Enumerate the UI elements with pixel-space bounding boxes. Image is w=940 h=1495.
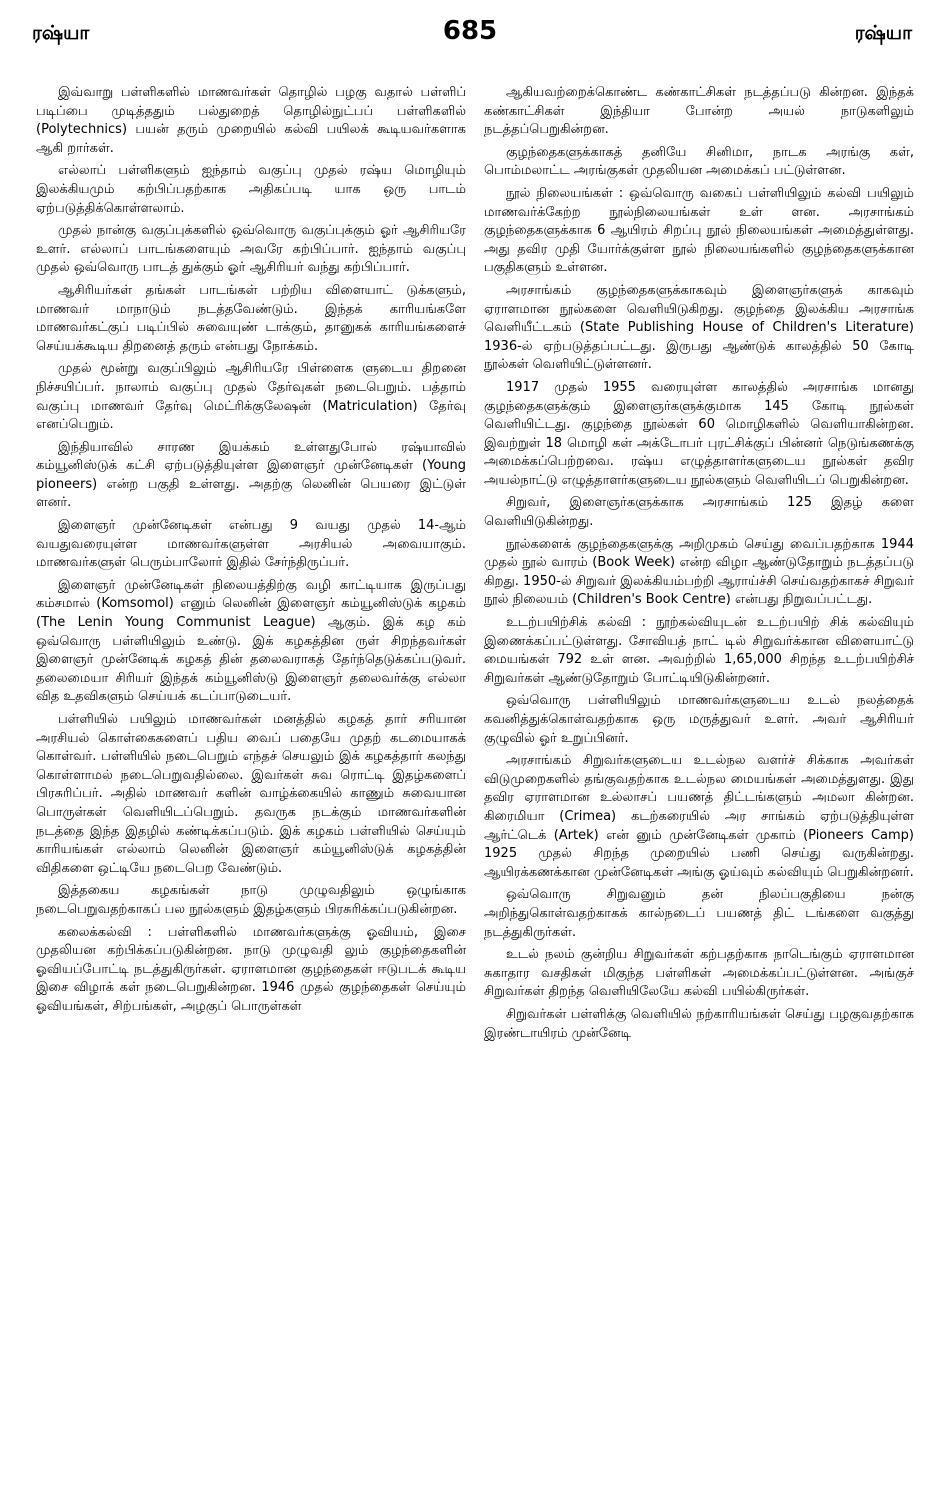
paragraph: குழந்தைகளுக்காகத் தனியே சினிமா, நாடக அரங்கு கள், பொம்மலாட்ட அரங்குகள் முதலியன அமைக்கப் பட்டுள்ளன. [484, 144, 914, 179]
paragraph: உடல் நலம் குன்றிய சிறுவர்கள் கற்பதற்காக நாடெங்கும் ஏராளமான சுகாதார வசதிகள் மிகுந்த பள்ளிகள் அமைக்கப்பட்டுள்ளன. அங்குச் சிறுவர்கள் திறந்த வெளியிலேயே கல்வி பயில்கிருர்கள். [484, 947, 914, 1000]
paragraph: முதல் மூன்று வகுப்பிலும் ஆசிரியரே பிள்ளைக ளுடைய திறனை நிச்சயிப்பர். நாலாம் வகுப்பு முதல் தேர்வுகள் நடைபெறும். பத்தாம் வகுப்பு மாணவர் தேர்வு மெட்ரிக்குலேஷன் (Matriculation) தேர்வு எனப்பெறும். [36, 361, 466, 433]
paragraph: உடற்பயிற்சிக் கல்வி : நூற்கல்வியுடன் உடற்பயிற் சிக் கல்வியும் இணைக்கப்பட்டுள்ளது. சோவியத் நாட் டில் சிறுவர்க்கான விளையாட்டு மையங்கள் 792 உள் ளன. அவற்றில் 1,65,000 சிறந்த உடற்பயிற்சிச் சிறுவர்கள் ஆண்டுதோறும் போட்டியிடுகின்றனர். [484, 615, 914, 686]
right-column [484, 84, 914, 1484]
paragraph: இளைஞர் முன்னேடிகள் என்பது 9 வயது முதல் 14-ஆம் வயதுவரையுள்ள மாணவர்களுள்ள அரசியல் அவையாகும். மாணவர்களுள் பெரும்பாலோர் இதில் சேர்ந்திருப்பர். [36, 518, 466, 571]
page-number: 685 [442, 16, 498, 46]
paragraph: இளைஞர் முன்னேடிகள் நிலையத்திற்கு வழி காட்டியாக இருப்பது கம்சமால் (Komsomol) எனும் லெனின் இளைஞர் கம்யூனிஸ்டுக் கழகம் (The Lenin Young Communist League) ஆகும். இக் கழ கம் ஒவ்வொரு பள்ளியிலும் உண்டு. இக் கழகத்தின ருள் சிறந்தவர்கள் இளைஞர் முன்னேடிக் கழகத் தின் தலைவராகத் தேர்ந்தெடுக்கப்படுவர். தலைமையா சிரியர் இந்தக் கம்யூனிஸ்டு இளைஞர் தலைவர்க்கு எல்லா வித உதவிகளும் செய்யக் கடப்பாடுடையர். [36, 577, 466, 705]
paragraph: இந்தியாவில் சாரண இயக்கம் உள்ளதுபோல் ரஷ்யாவில் கம்யூனிஸ்டுக் கட்சி ஏற்படுத்தியுள்ள இளைஞர் முன்னேடிகள் (Young pioneers) என்ற பகுதி உள்ளது. அதற்கு லெனின் பெயரை இட்டுள் ளனர். [36, 439, 466, 511]
paragraph: அரசாங்கம் குழந்தைகளுக்காகவும் இளைஞர்களுக் காகவும் ஏராளமான நூல்களை வெளியிடுகிறது. குழந்தை இலக்கிய அரசாங்க வெளியீட்டகம் (State Publishing House of Children's Literature) 1936-ல் ஏற்படுத்தப்பட்டது. இருபது ஆண்டுக் காலத்தில் 50 கோடி நூல்கள் வெளியிட்டுள்ளனர். [484, 282, 914, 373]
paragraph: முதல் நான்கு வகுப்புக்களில் ஒவ்வொரு வகுப்புக்கும் ஓர் ஆசிரியரே உளர். எல்லாப் பாடங்களையும் அவரே கற்பிப்பார். ஐந்தாம் வகுப்பு முதல் ஒவ்வொரு பாடத் துக்கும் ஓர் ஆசிரியர் வந்து கற்பிப்பார். [36, 223, 466, 276]
paragraph: ஆகியவற்றைக்கொண்ட கண்காட்சிகள் நடத்தப்படு கின்றன. இந்தக் கண்காட்சிகள் இந்தியா போன்ற அயல் நாடுகளிலும் நடத்தப்பெறுகின்றன. [484, 85, 914, 138]
running-head-left: ரஷ்யா [32, 22, 90, 44]
paragraph: சிறுவர், இளைஞர்களுக்காக அரசாங்கம் 125 இதழ் களை வெளியிடுகின்றது. [484, 495, 914, 530]
paragraph: அரசாங்கம் சிறுவர்களுடைய உடல்நல வளர்ச் சிக்காக அவர்கள் விடுமுறைகளில் தங்குவதற்காக உடல்நல மையங்கள் அமைத்துளது. இது தவிர ஏராளமான உல்லாசப் பயணத் திட்டங்களும் அமலா கின்றன. கிரைமியா (Crimea) கடற்கரையில் அர சாங்கம் ஏற்படுத்தியுள்ள ஆர்ட்டெக் (Artek) என் னும் முன்னேடிகள் முகாம் (Pioneers Camp) 1925 முதல் சிறந்த முறையில் பணி செய்து வருகின்றது. ஆயிரக்கணக்கான முன்னேடிகள் அங்கு ஓய்வும் கல்வியும் பெறுகின்றனர். [484, 753, 914, 880]
paragraph: ஒவ்வொரு பள்ளியிலும் மாணவர்களுடைய உடல் நலத்தைக் கவனித்துக்கொள்வதற்காக ஒரு மருத்துவர் உளர். அவர் ஆசிரியர் குழுவில் ஓர் உறுப்பினர். [484, 693, 914, 746]
paragraph: ஆசிரியர்கள் தங்கள் பாடங்கள் பற்றிய விளையாட் டுக்களும், மாணவர் மாநாடும் நடத்தவேண்டும். இந்தக் காரியங்களே மாணவர்கட்குப் படிப்பில் சுவையுண் டாக்கும், தானுகக் காரியங்களைச் செய்யக்கூடிய திறனைத் தரும் என்பது நோக்கம். [36, 282, 466, 354]
running-head-right: ரஷ்யா [854, 22, 912, 44]
paragraph: 1917 முதல் 1955 வரையுள்ள காலத்தில் அரசாங்க மானது குழந்தைகளுக்கும் இளைஞர்களுக்குமாக 145 கோடி நூல்கள் வெளியிட்டது. குழந்தை நூல்கள் 60 மொழிகளில் வெளியாகின்றன. இவற்றுள் 18 மொழி கள் அக்டோபர் புரட்சிக்குப் பின்னர் நெடுங்கணக்கு அமைக்கப்பெற்றவை. ரஷ்ய எழுத்தாளர்களுடைய நூல்கள் தவிர அயல்நாட்டு எழுத்தாளர்களுடைய நூல்களும் வெளியிடப் பெறுகின்றன. [484, 379, 914, 488]
paragraph: பள்ளியில் பயிலும் மாணவர்கள் மனத்தில் கழகத் தார் சரியான அரசியல் கொள்கைகளைப் பதிய வைப் பதையே முதற் கடமையாகக் கொள்வர். பள்ளியில் நடைபெறும் எந்தச் செயலும் இக் கழகத்தார் கலந்து கொள்ளாமல் நடைபெறுவதில்லை. இவர்கள் சுவ ரொட்டி இதழ்களைப் பிரசுரிப்பர். அதில் மாணவர் களின் வாழ்க்கையில் காணும் சுவையான பொருள்கள் வெளியிடப்பெறும். தவருக நடக்கும் மாணவர்களின் நடத்தை இந்த இதழில் கண்டிக்கப்படும். இக் கழகம் பள்ளியில் செய்யும் காரியங்கள் எல்லாம் லெனின் இளைஞர் கம்யூனிஸ்டுக் கழகத்தின் விதிகளை ஒட்டியே நடைபெற வேண்டும். [36, 712, 466, 876]
left-column [36, 84, 466, 1484]
paragraph: கலைக்கல்வி : பள்ளிகளில் மாணவர்களுக்கு ஓவியம், இசை முதலியன கற்பிக்கப்படுகின்றன. நாடு முழுவதி லும் குழந்தைகளின் ஓவியப்போட்டி நடத்துகிருர்கள். ஏராளமான குழந்தைகள் ஈடுபடக் கூடிய இசை விழாக் கள் நடைபெறுகின்றன. 1946 முதல் குழந்தைகள் செய்யும் ஓவியங்கள், சிற்பங்கள், அழகுப் பொருள்கள் [36, 924, 466, 1014]
paragraph: நூல்களைக் குழந்தைகளுக்கு அறிமுகம் செய்து வைப்பதற்காக 1944 முதல் நூல் வாரம் (Book Week) என்ற விழா ஆண்டுதோறும் நடத்தப்படு கிறது. 1950-ல் சிறுவர் இலக்கியம்பற்றி ஆராய்ச்சி செய்வதற்காகச் சிறுவர் நூல் நிலையம் (Children's Book Centre) என்பது நிறுவப்பட்டது. [484, 536, 914, 608]
paragraph: எல்லாப் பள்ளிகளும் ஐந்தாம் வகுப்பு முதல் ரஷ்ய மொழியும் இலக்கியமும் கற்பிப்பதற்காக அதிகப்படி யாக ஒரு பாடம் ஏற்படுத்திக்கொள்ளலாம். [36, 163, 466, 216]
paragraph: ஒவ்வொரு சிறுவனும் தன் நிலப்பகுதியை நன்கு அறிந்துகொள்வதற்காகக் கால்நடைப் பயணத் திட் டங்களை வகுத்து நடத்துகிருர்கள். [484, 887, 914, 940]
paragraph: சிறுவர்கள் பள்ளிக்கு வெளியில் நற்காரியங்கள் செய்து பழகுவதற்காக இரண்டாயிரம் முன்னேடி [484, 1006, 914, 1041]
paragraph: இத்தகைய கழகங்கள் நாடு முழுவதிலும் ஒழுங்காக நடைபெறுவதற்காகப் பல நூல்களும் இதழ்களும் பிரசுரிக்கப்படுகின்றன. [36, 883, 466, 917]
paragraph: நூல் நிலையங்கள் : ஒவ்வொரு வகைப் பள்ளியிலும் கல்வி பயிலும் மாணவர்க்கேற்ற நூல்நிலையங்கள் உள் ளன. அரசாங்கம் குழந்தைகளுக்காக 6 ஆயிரம் சிறப்பு நூல் நிலையங்கள் அமைத்துள்ளது. அது தவிர முதி யோர்க்குள்ள நூல் நிலையங்களில் குழந்தைகளுக்கான பகுதிகளும் உள்ளன. [484, 185, 914, 276]
paragraph: இவ்வாறு பள்ளிகளில் மாணவர்கள் தொழில் பழகு வதால் பள்ளிப் படிப்பை முடித்ததும் பல்துறைத் தொழில்நுட்பப் பள்ளிகளில் (Polytechnics) பயன் தரும் முறையில் கல்வி பயிலக் கூடியவர்களாக ஆகி றார்கள். [36, 85, 466, 156]
